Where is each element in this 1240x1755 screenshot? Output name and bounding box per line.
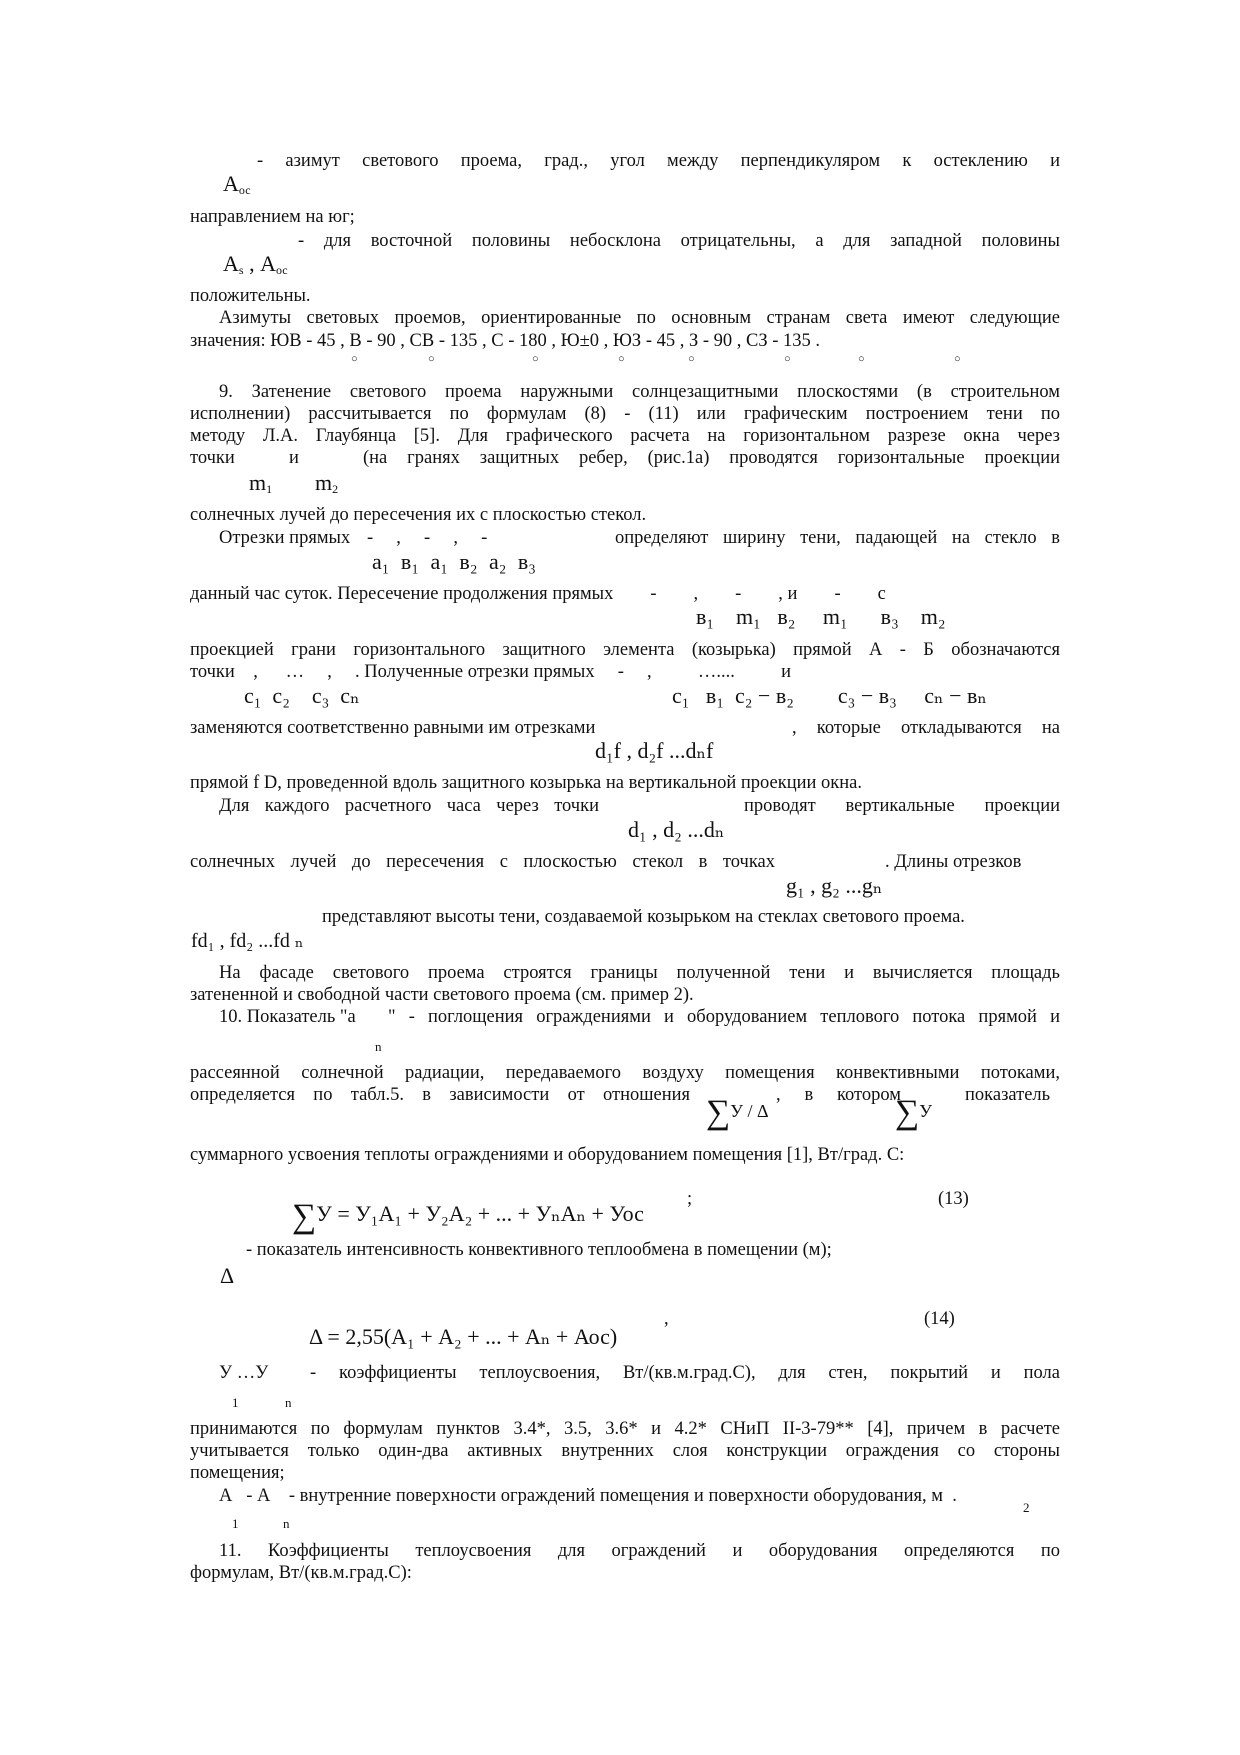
text-line: точки , … , . Полученные отрезки прямых - , ….... и <box>190 662 792 682</box>
text-line: . Длины отрезков <box>885 852 1022 872</box>
text-line: точки <box>190 448 235 468</box>
degree-mark: ○ <box>954 353 961 365</box>
formula-c-diff: c₁ в₁ c₂ − в₂ c₃ − в₃ cₙ − вₙ <box>672 683 987 708</box>
degree-mark: ○ <box>428 353 435 365</box>
text-line: , которые откладываются на <box>792 718 1060 738</box>
degree-mark: ○ <box>858 353 865 365</box>
text-line: , в котором <box>776 1085 901 1105</box>
index-n: n <box>283 1516 290 1531</box>
text-line: - коэффициенты теплоусвоения, Вт/(кв.м.град.С), для стен, покрытий и пола <box>310 1363 1060 1383</box>
formula-fd: fd₁ , fd₂ ...fd ₙ <box>191 930 304 952</box>
degree-mark: ○ <box>688 353 695 365</box>
text-line: и <box>289 448 299 468</box>
text-line: помещения; <box>190 1463 285 1483</box>
text-line: солнечных лучей до пересечения их с плоскостью стекол. <box>190 505 647 525</box>
text-line: положительны. <box>190 286 311 306</box>
text-line: проекцией грани горизонтального защитного элемента (козырька) прямой А - Б обозначаются <box>190 640 1060 660</box>
text-line: проводят вертикальные проекции <box>744 796 1060 816</box>
degree-mark: ○ <box>532 353 539 365</box>
index-n: n <box>375 1039 382 1054</box>
text-line: данный час суток. Пересечение продолжения прямых - , - , и - с <box>190 584 886 604</box>
formula-13-semicolon: ; <box>687 1189 693 1209</box>
text-line: (на гранях защитных ребер, (рис.1а) проводятся горизонтальные проекции <box>363 448 1060 468</box>
formula-sum-ratio: ∑У / Δ <box>706 1094 769 1131</box>
equation-number-14: (14) <box>924 1309 955 1329</box>
text-line: учитывается только один-два активных внутренних слоя конструкции ограждения со стороны <box>190 1441 1060 1461</box>
degree-mark: ○ <box>351 353 358 365</box>
formula-dn: d₁ , d₂ ...dₙ <box>628 817 725 842</box>
text-line: затененной и свободной части светового проема (см. пример 2). <box>190 985 694 1005</box>
equation-number-13: (13) <box>938 1189 969 1209</box>
text-line: направлением на юг; <box>190 207 355 227</box>
text-line: суммарного усвоения теплоты ограждениями и оборудованием помещения [1], Вт/град. С: <box>190 1145 905 1165</box>
text-line: принимаются по формулам пунктов 3.4*, 3.5, 3.6* и 4.2* СНиП II-3-79** [4], причем в расчете <box>190 1419 1060 1439</box>
formula-m1: $m_1$ <box>249 470 273 496</box>
text-line: прямой f D, проведенной вдоль защитного козырька на вертикальной проекции окна. <box>190 773 863 793</box>
formula-gn: g₁ , g₂ ...gₙ <box>786 873 883 898</box>
text-line: " - поглощения ограждениями и оборудованием теплового потока прямой и <box>388 1007 1060 1027</box>
text-line: Азимуты световых проемов, ориентированные по основным странам света имеют следующие <box>219 308 1060 328</box>
formula-dnf: d₁f , d₂f ...dₙf <box>595 738 714 763</box>
text-line: 10. Показатель "а <box>219 1007 356 1027</box>
formula-a-oc: $А_{ос}$ <box>223 171 251 197</box>
text-line: - , - , - <box>367 528 488 548</box>
text-line: 11. Коэффициенты теплоусвоения для ограждений и оборудования определяются по <box>219 1541 1060 1561</box>
text-line: У …У <box>219 1363 269 1383</box>
delta-symbol: Δ <box>220 1263 235 1288</box>
text-line: Отрезки прямых <box>219 528 351 548</box>
formula-ab-row: a₁ в₁ a₁ в₂ a₂ в₃ <box>372 549 536 574</box>
degree-mark: ○ <box>618 353 625 365</box>
text-line: определяется по табл.5. в зависимости от отношения <box>190 1085 690 1105</box>
text-line: На фасаде светового проема строятся границы полученной тени и вычисляется площадь <box>219 963 1060 983</box>
text-line: заменяются соответственно равными им отрезками <box>190 718 596 738</box>
formula-13: ∑У = У₁А₁ + У₂А₂ + ... + УₙАₙ + Уос <box>292 1198 644 1235</box>
text-line: показатель <box>965 1085 1051 1105</box>
formula-14-comma: , <box>664 1309 669 1329</box>
formula-14: Δ = 2,55(А₁ + А₂ + ... + Аₙ + Аос) <box>309 1324 618 1349</box>
formula-vm-row: в₁ m₁ в₂ m₁ в₃ m₂ <box>696 604 946 629</box>
index-1: 1 <box>232 1395 239 1410</box>
formula-as-aoc: $А_s$ , $А_{ос}$ <box>223 251 288 277</box>
text-line: рассеянной солнечной радиации, передаваемого воздуху помещения конвективными потоками, <box>190 1063 1060 1083</box>
formula-c-row: c₁ c₂ c₃ cₙ <box>244 683 360 708</box>
text-line: солнечных лучей до пересечения с плоскостью стекол в точках <box>190 852 775 872</box>
text-line: 9. Затенение светового проема наружными солнцезащитными плоскостями (в строительном <box>219 382 1060 402</box>
index-n: n <box>285 1395 292 1410</box>
formula-m2: $m_2$ <box>315 470 339 496</box>
text-line: значения: ЮВ - 45 , В - 90 , СВ - 135 , С - 180 , Ю±0 , ЮЗ - 45 , З - 90 , СЗ - 135 . <box>190 331 821 351</box>
exponent-2: 2 <box>1023 1500 1030 1515</box>
text-line: - показатель интенсивность конвективного теплообмена в помещении (м); <box>246 1240 832 1260</box>
text-line: - азимут светового проема, град., угол между перпендикуляром к остеклению и <box>257 151 1060 171</box>
degree-mark: ○ <box>784 353 791 365</box>
text-line: представляют высоты тени, создаваемой козырьком на стеклах светового проема. <box>322 907 965 927</box>
text-line: формулам, Вт/(кв.м.град.С): <box>190 1563 412 1583</box>
text-line: определяют ширину тени, падающей на стекло в <box>615 528 1060 548</box>
formula-sum-u: ∑У <box>895 1094 932 1131</box>
text-line: - для восточной половины небосклона отрицательны, а для западной половины <box>298 231 1060 251</box>
text-line: исполнении) рассчитывается по формулам (8) - (11) или графическим построением тени по <box>190 404 1060 424</box>
text-line: А - А - внутренние поверхности ограждений помещения и поверхности оборудования, м . <box>219 1486 957 1506</box>
text-line: методу Л.А. Глаубянца [5]. Для графического расчета на горизонтальном разрезе окна через <box>190 426 1060 446</box>
text-line: Для каждого расчетного часа через точки <box>219 796 599 816</box>
index-1: 1 <box>232 1516 239 1531</box>
